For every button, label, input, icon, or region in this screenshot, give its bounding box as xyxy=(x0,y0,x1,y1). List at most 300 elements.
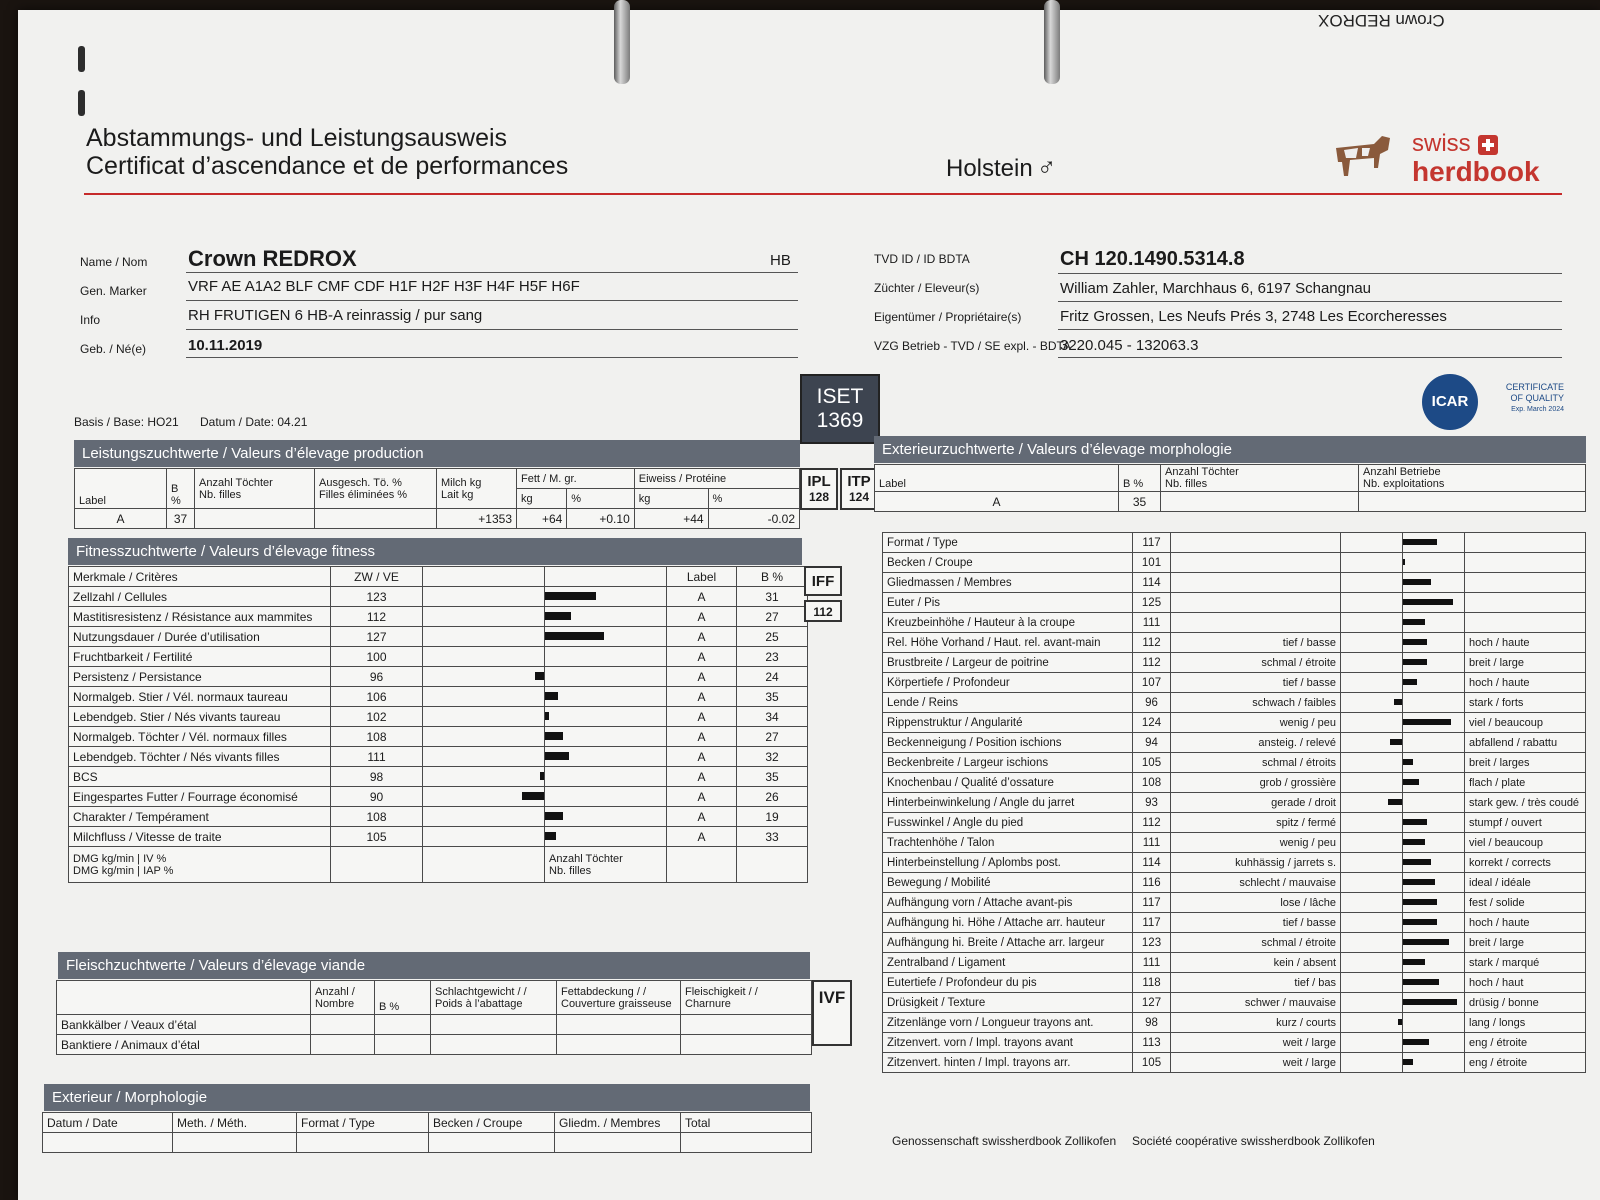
low-descriptor: schmal / étroite xyxy=(1171,933,1341,953)
daughters-fr: Nb. filles xyxy=(199,488,242,501)
table-row xyxy=(883,873,1586,893)
trait-name: Rel. Höhe Vorhand / Haut. rel. avant-main xyxy=(883,633,1133,653)
fat-fr: Couverture graisseuse xyxy=(561,997,672,1010)
trait-label: A xyxy=(667,807,737,827)
trait-name: Bewegung / Mobilité xyxy=(883,873,1133,893)
trait-value: 123 xyxy=(331,587,423,607)
empty-cell xyxy=(297,1133,429,1153)
iset-label: ISET xyxy=(816,385,864,408)
breeder-value: William Zahler, Marchhaus 6, 6197 Schangnau xyxy=(1060,280,1372,297)
col-label: Label xyxy=(667,567,737,587)
fitness-title-de: Fitnesszuchtwerte xyxy=(76,543,197,560)
bar-cell-left xyxy=(1341,933,1403,953)
trait-name: Nutzungsdauer / Durée d’utilisation xyxy=(69,627,331,647)
milk-fr: Lait kg xyxy=(441,488,474,501)
trait-value: 100 xyxy=(331,647,423,667)
milk-de: Milch kg xyxy=(441,476,482,489)
icar-badge-icon: ICAR xyxy=(1422,374,1478,430)
bar-cell-left xyxy=(1341,993,1403,1013)
trait-name: Fruchtbarkeit / Fertilité xyxy=(69,647,331,667)
col-trait: Merkmale / Critères xyxy=(69,567,331,587)
value-bar xyxy=(1388,799,1402,805)
meat-row-animals: Banktiere / Animaux d’étal xyxy=(57,1035,311,1055)
table-row xyxy=(883,1013,1586,1033)
trait-name: Zellzahl / Cellules xyxy=(69,587,331,607)
slaughter-de: Schlachtgewicht / / xyxy=(435,985,527,998)
col-slaughter xyxy=(431,981,557,1015)
bar-cell-right xyxy=(1403,733,1465,753)
trait-name: Kreuzbeinhöhe / Hauteur à la croupe xyxy=(883,613,1133,633)
info-label: Info xyxy=(80,313,101,327)
dmg-cell xyxy=(69,847,331,883)
trait-value: 117 xyxy=(1133,893,1171,913)
daughters-fr: Nb. filles xyxy=(1165,478,1208,490)
empty-cell xyxy=(667,847,737,883)
bar-cell-left xyxy=(423,687,545,707)
morph-title-fr: Valeurs d’élevage morphologie xyxy=(1027,441,1232,458)
value-bar xyxy=(1403,719,1451,725)
trait-bp: 35 xyxy=(737,687,808,707)
trait-value: 105 xyxy=(331,827,423,847)
trait-name: Hinterbeinwinkelung / Angle du jarret xyxy=(883,793,1133,813)
trait-name: Normalgeb. Stier / Vél. normaux taureau xyxy=(69,687,331,707)
trait-value: 105 xyxy=(1133,1053,1171,1073)
marker-label: Gen. Marker xyxy=(80,284,147,298)
col-total: Total xyxy=(681,1113,812,1133)
itp-label: ITP xyxy=(847,473,871,490)
underline xyxy=(1058,273,1562,274)
high-descriptor: stark / marqué xyxy=(1465,953,1586,973)
table-row xyxy=(883,693,1586,713)
col-bp: B % xyxy=(1119,465,1161,492)
bar-cell-right xyxy=(545,607,667,627)
table-row xyxy=(883,553,1586,573)
trait-name: Becken / Croupe xyxy=(883,553,1133,573)
table-row xyxy=(883,713,1586,733)
high-descriptor: ideal / idéale xyxy=(1465,873,1586,893)
trait-name: Trachtenhöhe / Talon xyxy=(883,833,1133,853)
ipl-box xyxy=(800,468,838,510)
col-method: Meth. / Méth. xyxy=(173,1113,297,1133)
bar-cell-left xyxy=(423,707,545,727)
low-descriptor: lose / lâche xyxy=(1171,893,1341,913)
trait-value: 101 xyxy=(1133,553,1171,573)
trait-name: Fusswinkel / Angle du pied xyxy=(883,813,1133,833)
underline xyxy=(186,329,798,330)
value-bar xyxy=(1403,679,1417,685)
trait-name: Hinterbeinstellung / Aplombs post. xyxy=(883,853,1133,873)
meat-title-de: Fleischzuchtwerte xyxy=(66,957,187,974)
production-header: Leistungszuchtwerte / Valeurs d’élevage production xyxy=(74,440,800,467)
trait-name: Zentralband / Ligament xyxy=(883,953,1133,973)
trait-value: 114 xyxy=(1133,853,1171,873)
value-bar xyxy=(1403,1059,1413,1065)
bar-cell-left xyxy=(423,647,545,667)
trait-label: A xyxy=(667,647,737,667)
bar-cell-right xyxy=(545,727,667,747)
empty-cell xyxy=(555,1133,681,1153)
empty-cell xyxy=(681,1015,812,1035)
high-descriptor: eng / étroite xyxy=(1465,1053,1586,1073)
bar-cell-right xyxy=(1403,793,1465,813)
low-descriptor: tief / basse xyxy=(1171,673,1341,693)
itp-box xyxy=(840,468,878,510)
trait-name: Aufhängung hi. Breite / Attache arr. largeur xyxy=(883,933,1133,953)
high-descriptor xyxy=(1465,613,1586,633)
table-row xyxy=(883,933,1586,953)
bar-cell-left xyxy=(423,667,545,687)
fat-de: Fettabdeckung / / xyxy=(561,985,646,998)
breed-text: Holstein xyxy=(946,155,1033,182)
bar-cell-right xyxy=(545,687,667,707)
underline xyxy=(186,300,798,301)
trait-name: Beckenneigung / Position ischions xyxy=(883,733,1133,753)
col-date: Datum / Date xyxy=(43,1113,173,1133)
fitness-table xyxy=(68,566,808,883)
table-row xyxy=(883,813,1586,833)
trait-value: 114 xyxy=(1133,573,1171,593)
bar-cell-left xyxy=(423,627,545,647)
underline xyxy=(186,357,798,358)
table-row xyxy=(883,953,1586,973)
trait-value: 93 xyxy=(1133,793,1171,813)
trait-label: A xyxy=(667,627,737,647)
table-row xyxy=(69,607,808,627)
value-bar xyxy=(1403,919,1437,925)
prod-culled xyxy=(315,509,437,529)
low-descriptor: wenig / peu xyxy=(1171,833,1341,853)
trait-value: 127 xyxy=(1133,993,1171,1013)
table-row xyxy=(883,653,1586,673)
trait-label: A xyxy=(667,767,737,787)
underline xyxy=(1058,357,1562,358)
production-table xyxy=(74,468,800,529)
value-bar xyxy=(545,712,549,720)
col-farms xyxy=(1359,465,1586,492)
table-row xyxy=(883,613,1586,633)
breed xyxy=(946,152,1056,183)
trait-value: 124 xyxy=(1133,713,1171,733)
low-descriptor: kurz / courts xyxy=(1171,1013,1341,1033)
empty-cell xyxy=(557,1035,681,1055)
bleed-through-text: Crown REDROX xyxy=(1318,11,1445,30)
bar-cell-left xyxy=(423,807,545,827)
col-count xyxy=(311,981,375,1015)
trait-name: Eingespartes Futter / Fourrage économisé xyxy=(69,787,331,807)
col-fat: Fett / M. gr. xyxy=(517,469,635,489)
trait-name: Zitzenlänge vorn / Longueur trayons ant. xyxy=(883,1013,1133,1033)
value-bar xyxy=(1403,599,1453,605)
high-descriptor: abfallend / rabattu xyxy=(1465,733,1586,753)
high-descriptor: flach / plate xyxy=(1465,773,1586,793)
table-row xyxy=(883,733,1586,753)
footer-german: Genossenschaft swissherdbook Zollikofen xyxy=(892,1134,1117,1148)
low-descriptor: tief / basse xyxy=(1171,913,1341,933)
bar-cell-left xyxy=(1341,773,1403,793)
date-of-birth: 10.11.2019 xyxy=(188,337,263,354)
vzg-value: 3220.045 - 132063.3 xyxy=(1060,337,1199,354)
trait-value: 111 xyxy=(331,747,423,767)
trait-value: 112 xyxy=(1133,633,1171,653)
empty-cell xyxy=(331,847,423,883)
value-bar xyxy=(545,832,556,840)
value-bar xyxy=(540,772,544,780)
bar-cell-right xyxy=(1403,853,1465,873)
value-bar xyxy=(1403,779,1419,785)
bar-cell-right xyxy=(545,647,667,667)
exterior-table xyxy=(42,1112,812,1153)
meat-corner xyxy=(57,981,311,1015)
meat-title-fr: Valeurs d’élevage viande xyxy=(198,957,366,974)
daughters-fr: Nb. filles xyxy=(549,864,592,877)
low-descriptor: kuhhässig / jarrets s. xyxy=(1171,853,1341,873)
trait-value: 102 xyxy=(331,707,423,727)
value-bar xyxy=(1403,959,1425,965)
trait-name: Persistenz / Persistance xyxy=(69,667,331,687)
underline xyxy=(186,272,798,273)
bar-cell-left xyxy=(423,767,545,787)
table-row xyxy=(883,893,1586,913)
trait-bp: 27 xyxy=(737,727,808,747)
morph-traits-table xyxy=(882,532,1586,1073)
bar-cell-left xyxy=(1341,613,1403,633)
bar-cell-left xyxy=(1341,893,1403,913)
trait-name: Beckenbreite / Largeur ischions xyxy=(883,753,1133,773)
low-descriptor: schmal / étroite xyxy=(1171,653,1341,673)
value-bar xyxy=(1403,559,1405,565)
low-descriptor xyxy=(1171,593,1341,613)
itp-value: 124 xyxy=(848,490,870,504)
low-descriptor: kein / absent xyxy=(1171,953,1341,973)
high-descriptor xyxy=(1465,573,1586,593)
bar-cell-left xyxy=(1341,593,1403,613)
production-title-fr: Valeurs d’élevage production xyxy=(231,445,424,462)
daughters-de: Anzahl Töchter xyxy=(549,852,623,865)
bar-cell-right xyxy=(1403,993,1465,1013)
genetic-markers: VRF AE A1A2 BLF CMF CDF H1F H2F H3F H4F H5F H6F xyxy=(188,278,580,295)
dmg-iap: DMG kg/min | IAP % xyxy=(73,864,174,877)
trait-name: Aufhängung vorn / Attache avant-pis xyxy=(883,893,1133,913)
male-symbol-icon: ♂ xyxy=(1036,152,1057,182)
fitness-header: Fitnesszuchtwerte / Valeurs d’élevage fitness xyxy=(68,538,802,565)
info-value: RH FRUTIGEN 6 HB-A reinrassig / pur sang xyxy=(188,307,483,324)
bar-cell-right xyxy=(1403,593,1465,613)
bar-cell-right xyxy=(1403,673,1465,693)
hb-code: HB xyxy=(770,252,791,269)
trait-bp: 32 xyxy=(737,747,808,767)
value-bar xyxy=(1403,979,1439,985)
high-descriptor: stark gew. / très coudé xyxy=(1465,793,1586,813)
breeder-label: Züchter / Eleveur(s) xyxy=(874,281,980,295)
trait-value: 94 xyxy=(1133,733,1171,753)
fitness-daughters xyxy=(545,847,667,883)
bar-cell-right xyxy=(1403,573,1465,593)
value-bar xyxy=(1403,579,1431,585)
trait-value: 123 xyxy=(1133,933,1171,953)
high-descriptor: hoch / haute xyxy=(1465,633,1586,653)
bar-cell-right xyxy=(1403,813,1465,833)
empty-cell xyxy=(311,1015,375,1035)
production-title-de: Leistungszuchtwerte xyxy=(82,445,219,462)
trait-bp: 27 xyxy=(737,607,808,627)
morph-label: A xyxy=(875,492,1119,512)
low-descriptor xyxy=(1171,613,1341,633)
trait-name: Lebendgeb. Stier / Nés vivants taureau xyxy=(69,707,331,727)
col-bp: B % xyxy=(375,981,431,1015)
title-french: Certificat d’ascendance et de performances xyxy=(86,152,569,180)
high-descriptor: hoch / haute xyxy=(1465,913,1586,933)
table-row xyxy=(69,587,808,607)
empty-cell xyxy=(43,1133,173,1153)
bar-cell-left xyxy=(1341,813,1403,833)
table-row xyxy=(883,633,1586,653)
bar-cell-right xyxy=(545,707,667,727)
bar-cell-right xyxy=(545,807,667,827)
trait-label: A xyxy=(667,727,737,747)
owner-value: Fritz Grossen, Les Neufs Prés 3, 2748 Les Ecorcheresses xyxy=(1060,308,1447,325)
trait-label: A xyxy=(667,787,737,807)
prod-bp: 37 xyxy=(167,509,195,529)
value-bar xyxy=(545,592,596,600)
table-row xyxy=(69,707,808,727)
value-bar xyxy=(1403,639,1427,645)
col-blank xyxy=(545,567,667,587)
table-row xyxy=(69,627,808,647)
trait-bp: 26 xyxy=(737,787,808,807)
low-descriptor: weit / large xyxy=(1171,1053,1341,1073)
table-row xyxy=(69,767,808,787)
exterior-title-fr: Morphologie xyxy=(124,1089,208,1106)
trait-value: 98 xyxy=(1133,1013,1171,1033)
col-daughters xyxy=(195,469,315,509)
low-descriptor: wenig / peu xyxy=(1171,713,1341,733)
value-bar xyxy=(1403,839,1425,845)
col-pelvis: Becken / Croupe xyxy=(429,1113,555,1133)
bar-cell-left xyxy=(1341,693,1403,713)
trait-value: 96 xyxy=(1133,693,1171,713)
low-descriptor: tief / basse xyxy=(1171,633,1341,653)
trait-label: A xyxy=(667,827,737,847)
trait-value: 108 xyxy=(331,727,423,747)
trait-value: 113 xyxy=(1133,1033,1171,1053)
tvd-id: CH 120.1490.5314.8 xyxy=(1060,248,1245,270)
daughters-de: Anzahl Töchter xyxy=(199,476,273,489)
prod-daughters xyxy=(195,509,315,529)
logo-herdbook-text: herdbook xyxy=(1412,156,1540,187)
bar-cell-right xyxy=(1403,933,1465,953)
farms-fr: Nb. exploitations xyxy=(1363,478,1445,490)
col-daughters xyxy=(1161,465,1359,492)
punch-hole xyxy=(78,46,85,72)
basis-text: Basis / Base: HO21 xyxy=(74,415,179,429)
trait-bp: 34 xyxy=(737,707,808,727)
bar-cell-right xyxy=(1403,693,1465,713)
bar-cell-right xyxy=(1403,833,1465,853)
low-descriptor: schlecht / mauvaise xyxy=(1171,873,1341,893)
bar-cell-right xyxy=(545,627,667,647)
daughters-de: Anzahl Töchter xyxy=(1165,466,1239,478)
value-bar xyxy=(545,692,558,700)
icar-t1: CERTIFICATE xyxy=(1505,382,1564,392)
empty-cell xyxy=(423,847,545,883)
value-bar xyxy=(545,632,604,640)
fat-kg-head: kg xyxy=(517,489,567,509)
tvd-label: TVD ID / ID BDTA xyxy=(874,252,970,266)
trait-name: Körpertiefe / Profondeur xyxy=(883,673,1133,693)
col-label: Label xyxy=(875,465,1119,492)
bar-cell-left xyxy=(423,787,545,807)
value-bar xyxy=(1394,699,1402,705)
flesh-fr: Charnure xyxy=(685,997,731,1010)
col-flesh xyxy=(681,981,812,1015)
empty-cell xyxy=(429,1133,555,1153)
flesh-de: Fleischigkeit / / xyxy=(685,985,758,998)
trait-label: A xyxy=(667,607,737,627)
table-row xyxy=(883,853,1586,873)
trait-name: Format / Type xyxy=(883,533,1133,553)
table-row xyxy=(883,573,1586,593)
ipl-value: 128 xyxy=(808,490,830,504)
trait-value: 111 xyxy=(1133,953,1171,973)
value-bar xyxy=(1403,899,1437,905)
morph-header: Exterieurzuchtwerte / Valeurs d’élevage morphologie xyxy=(874,436,1586,463)
value-bar xyxy=(1403,759,1413,765)
morph-bp: 35 xyxy=(1119,492,1161,512)
cow-logo-icon xyxy=(1330,128,1396,186)
empty-cell xyxy=(1359,492,1586,512)
low-descriptor xyxy=(1171,533,1341,553)
bar-cell-left xyxy=(1341,913,1403,933)
value-bar xyxy=(1403,939,1449,945)
empty-cell xyxy=(681,1035,812,1055)
trait-name: Milchfluss / Vitesse de traite xyxy=(69,827,331,847)
bar-cell-right xyxy=(1403,753,1465,773)
bar-cell-left xyxy=(423,827,545,847)
table-row xyxy=(883,913,1586,933)
high-descriptor: viel / beaucoup xyxy=(1465,833,1586,853)
animal-name: Crown REDROX xyxy=(188,246,357,271)
bar-cell-left xyxy=(1341,733,1403,753)
table-row xyxy=(883,773,1586,793)
trait-name: Knochenbau / Qualité d’ossature xyxy=(883,773,1133,793)
bar-cell-right xyxy=(545,787,667,807)
col-ve: ZW / VE xyxy=(331,567,423,587)
bar-cell-left xyxy=(423,727,545,747)
trait-value: 111 xyxy=(1133,613,1171,633)
high-descriptor: hoch / haute xyxy=(1465,673,1586,693)
trait-bp: 25 xyxy=(737,627,808,647)
low-descriptor: tief / bas xyxy=(1171,973,1341,993)
swiss-cross-icon xyxy=(1478,135,1498,155)
empty-cell xyxy=(431,1015,557,1035)
col-fat-cover xyxy=(557,981,681,1015)
prot-kg-head: kg xyxy=(634,489,708,509)
high-descriptor: stark / forts xyxy=(1465,693,1586,713)
high-descriptor: breit / large xyxy=(1465,933,1586,953)
col-blank xyxy=(423,567,545,587)
high-descriptor xyxy=(1465,553,1586,573)
bar-cell-left xyxy=(1341,1013,1403,1033)
trait-value: 107 xyxy=(1133,673,1171,693)
high-descriptor xyxy=(1465,533,1586,553)
bar-cell-right xyxy=(1403,1033,1465,1053)
high-descriptor: breit / large xyxy=(1465,653,1586,673)
trait-value: 112 xyxy=(1133,813,1171,833)
high-descriptor: breit / larges xyxy=(1465,753,1586,773)
trait-value: 112 xyxy=(331,607,423,627)
bar-cell-left xyxy=(1341,653,1403,673)
table-row xyxy=(69,747,808,767)
